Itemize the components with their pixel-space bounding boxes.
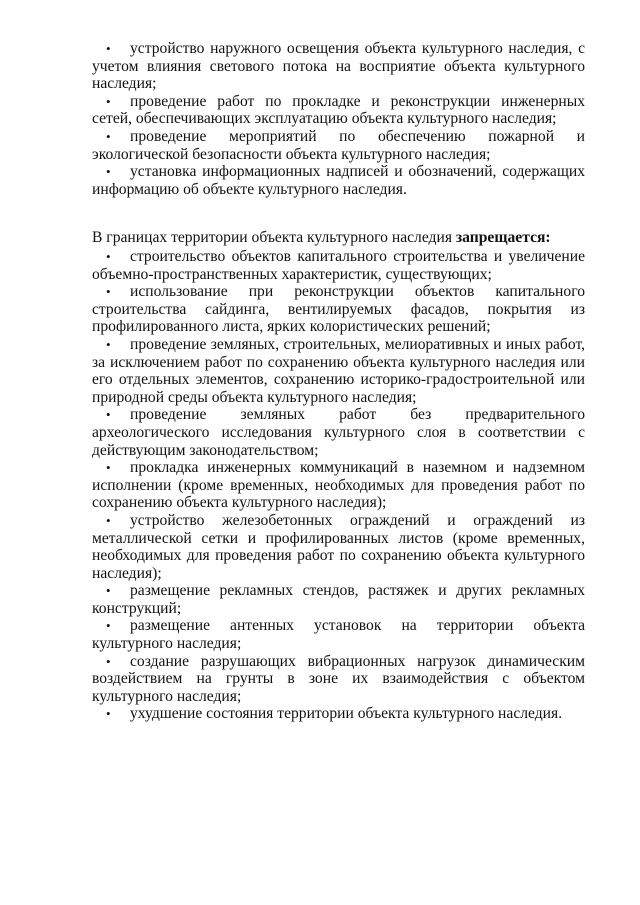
bullet-icon: • xyxy=(106,583,111,599)
list-item: • проведение земляных, строительных, мелиоративных и иных работ, за исключением работ по сохранению объекта культурного наследия или его отдельных элементов, сохранению историко-градостроительной или природной среды объекта культурного наследия; xyxy=(92,335,585,406)
prohibited-works-list xyxy=(92,248,585,723)
bullet-icon: • xyxy=(106,41,111,56)
permitted-works-list xyxy=(92,40,585,198)
list-item: • строительство объектов капитального строительства и увеличение объемно-пространственных характеристик, существующих; xyxy=(92,248,585,283)
list-item: • прокладка инженерных коммуникаций в наземном и надземном исполнении (кроме временных, необходимых для проведения работ по сохранению объекта культурного наследия); xyxy=(92,459,585,512)
bullet-icon: • xyxy=(106,653,111,669)
bullet-icon: • xyxy=(106,618,111,634)
bullet-icon: • xyxy=(106,284,111,300)
list-item: • устройство железобетонных ограждений и ограждений из металлической сетки и профилированных листов (кроме временных, необходимых для проведения работ по сохранению объекта культурного наследия); xyxy=(92,511,585,582)
list-item: • ухудшение состояния территории объекта культурного наследия. xyxy=(106,705,563,723)
prohibited-intro: В границах территории объекта культурного наследия запрещается: xyxy=(92,229,551,246)
bullet-icon: • xyxy=(106,336,111,352)
list-item: • использование при реконструкции объектов капитального строительства сайдинга, вентилируемых фасадов, покрытия из профилированного листа, ярких колористических решений; xyxy=(92,283,585,336)
list-item: • устройство наружного освещения объекта культурного наследия, с учетом влияния светового потока на восприятие объекта культурного наследия; xyxy=(92,40,585,93)
list-item: • проведение земляных работ без предварительного археологического исследования культурного слоя в соответствии с действующим законодательством; xyxy=(92,406,585,459)
list-item: • проведение работ по прокладке и реконструкции инженерных сетей, обеспечивающих эксплуатацию объекта культурного наследия; xyxy=(92,92,585,128)
bullet-icon: • xyxy=(106,93,111,109)
prohibited-emphasis: запрещается: xyxy=(455,229,551,246)
list-item: • создание разрушающих вибрационных нагрузок динамическим воздействием на грунты в зоне их взаимодействия с объектом культурного наследия; xyxy=(92,652,585,705)
bullet-icon: • xyxy=(106,460,111,476)
bullet-icon: • xyxy=(106,128,111,144)
bullet-icon: • xyxy=(106,706,111,722)
bullet-icon: • xyxy=(106,512,111,528)
list-item: • проведение мероприятий по обеспечению пожарной и экологической безопасности объекта культурного наследия; xyxy=(92,127,585,163)
bullet-icon: • xyxy=(106,249,111,264)
bullet-icon: • xyxy=(106,407,111,423)
bullet-icon: • xyxy=(106,164,111,180)
list-item: • размещение антенных установок на территории объекта культурного наследия; xyxy=(92,617,585,653)
list-item: • размещение рекламных стендов, растяжек и других рекламных конструкций; xyxy=(92,582,585,617)
list-item: • установка информационных надписей и обозначений, содержащих информацию об объекте культурного наследия. xyxy=(92,163,585,198)
